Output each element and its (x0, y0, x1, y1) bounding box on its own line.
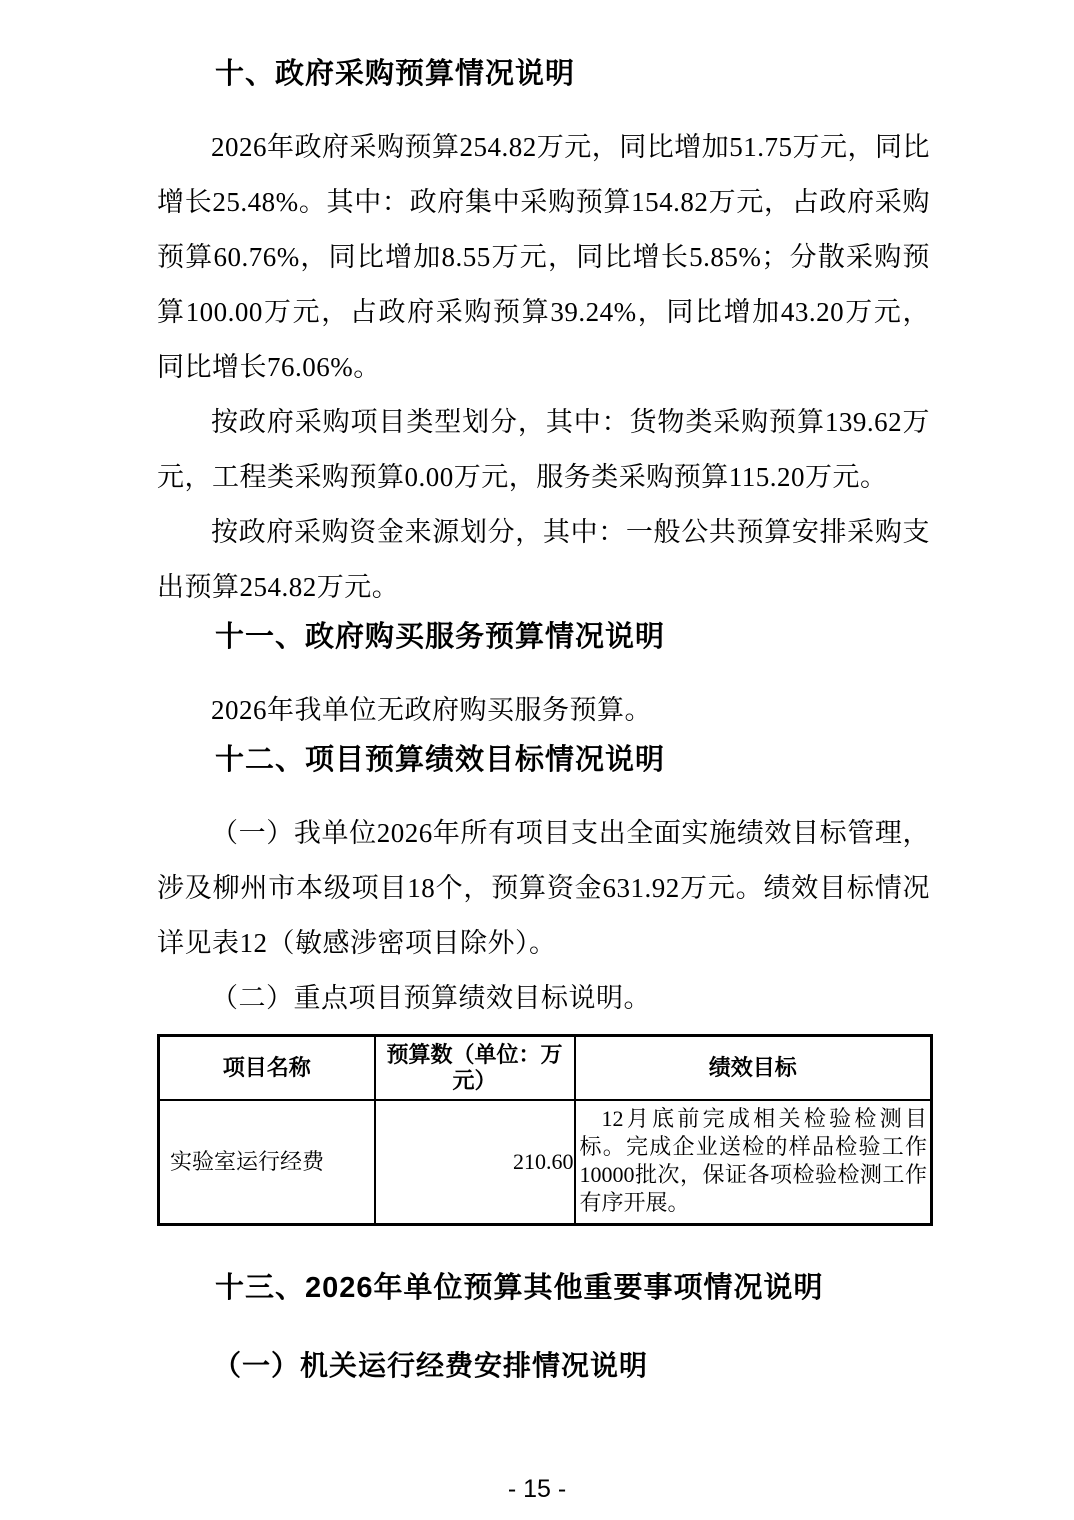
table-header-row (159, 1036, 932, 1101)
page-footer (0, 1475, 1074, 1504)
section-13-other-matters (157, 1266, 930, 1388)
paragraph-procurement-overview: 2026年政府采购预算254.82万元，同比增加51.75万元，同比增长25.48%。其中：政府集中采购预算154.82万元，占政府采购预算60.76%，同比增加8.55万元，同比增长5.85%；分散采购预算100.00万元，占政府采购预算39.24%，同比增加43.20万元，同比增长76.06%。 (157, 132, 930, 382)
paragraph-key-project-intro: （二）重点项目预算绩效目标说明。 (211, 983, 651, 1013)
column-header-project-name: 项目名称 (159, 1036, 375, 1101)
section-12-heading: 十二、项目预算绩效目标情况说明 (215, 744, 666, 776)
paragraph-procurement-by-source: 按政府采购资金来源划分，其中：一般公共预算安排采购支出预算254.82万元。 (157, 517, 930, 602)
table-row (159, 1100, 932, 1225)
column-header-performance-target: 绩效目标 (575, 1036, 932, 1101)
cell-project-name: 实验室运行经费 (159, 1100, 375, 1225)
section-12-performance-targets (157, 738, 930, 1226)
paragraph-no-purchased-services: 2026年我单位无政府购买服务预算。 (211, 695, 652, 725)
page-number: - 15 - (507, 1475, 567, 1503)
paragraph-procurement-by-type: 按政府采购项目类型划分，其中：货物类采购预算139.62万元，工程类采购预算0.00万元，服务类采购预算115.20万元。 (157, 407, 930, 492)
column-header-budget-amount: 预算数（单位：万元） (375, 1036, 575, 1101)
cell-budget-amount: 210.60 (375, 1100, 575, 1225)
section-13-subheading-operating-expenses: （一）机关运行经费安排情况说明 (213, 1351, 649, 1382)
section-13-heading: 十三、2026年单位预算其他重要事项情况说明 (215, 1272, 824, 1304)
section-10-heading: 十、政府采购预算情况说明 (215, 58, 576, 90)
cell-performance-target: 12月底前完成相关检验检测目标。完成企业送检的样品检验工作10000批次，保证各项检验检测工作有序开展。 (575, 1100, 932, 1225)
section-11-heading: 十一、政府购买服务预算情况说明 (215, 621, 666, 653)
section-10-procurement-budget (157, 52, 930, 615)
section-11-purchased-services (157, 615, 930, 738)
paragraph-performance-management: （一）我单位2026年所有项目支出全面实施绩效目标管理，涉及柳州市本级项目18个，预算资金631.92万元。绩效目标情况详见表12（敏感涉密项目除外）。 (157, 818, 930, 958)
performance-target-table (157, 1034, 933, 1226)
